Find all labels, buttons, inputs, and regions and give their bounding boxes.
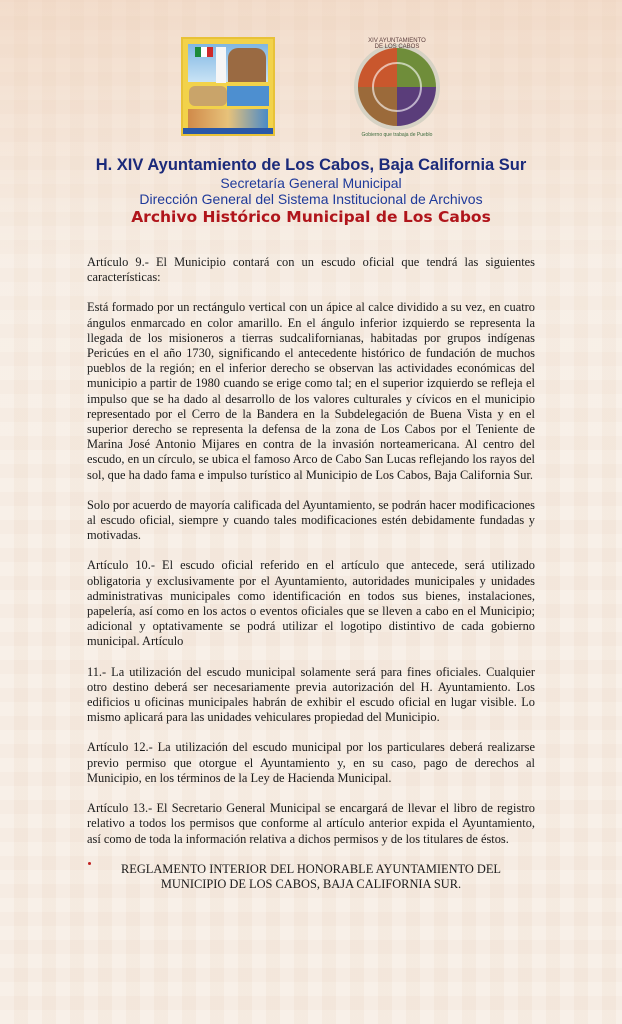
mexico-flag-icon: [195, 47, 213, 57]
letterhead: [0, 155, 622, 227]
red-dot-mark: [88, 862, 91, 865]
seal-caption: XIV AYUNTAMIENTO DE LOS CABOS: [368, 38, 426, 50]
paragraph-article-10: Artículo 10.- El escudo oficial referido en el artículo que antecede, será utilizado obligatoria y exclusivamente por el Ayuntamiento, autoridades municipales y unidades administrativas municipales como identificación en todos sus bienes, instalaciones, papelería, así como en los actos o eventos oficiales que se lleven a cabo en el Municipio; adicional y optativamente se podrá utilizar el logotipo distintivo de cada gobierno municipal. Artículo: [87, 558, 535, 649]
ayuntamiento-seal-logo: [354, 38, 440, 138]
sea-panel: [227, 86, 269, 106]
letterhead-line-2: Secretaría General Municipal: [220, 175, 402, 191]
seal-footer: Gobierno que trabaja de Pueblo: [361, 132, 433, 138]
closing-reference: REGLAMENTO INTERIOR DEL HONORABLE AYUNTAMIENTO DEL MUNICIPIO DE LOS CABOS, BAJA CALIFORNIA SUR.: [121, 861, 501, 891]
letterhead-line-4: Archivo Histórico Municipal de Los Cabos: [131, 208, 491, 226]
paragraph-article-13: Artículo 13.- El Secretario General Municipal se encargará de llevar el libro de registro relativo a todos los permisos que conforme al artículo anterior expida el Ayuntamiento, así como de toda la información relativa a dichos permisos y de los titulares de éstos.: [87, 801, 535, 846]
paragraph-article-12: Artículo 12.- La utilización del escudo municipal por los particulares deberá realizarse previo permiso que otorgue el Ayuntamiento y, en su caso, pago de derechos al Municipio, en los términos de la Ley de Hacienda Municipal.: [87, 740, 535, 785]
document-body: [87, 255, 535, 907]
paragraph-modifications: Solo por acuerdo de mayoría calificada del Ayuntamiento, se podrán hacer modificaciones al escudo oficial, siempre y cuando tales modificaciones estén debidamente fundadas y motivadas.: [87, 497, 535, 543]
arch-panel: [189, 86, 227, 106]
portrait-panel: [228, 48, 266, 82]
paragraph-article-9: Artículo 9.- El Municipio contará con un escudo oficial que tendrá las siguientes características:: [87, 255, 535, 285]
letterhead-line-3: Dirección General del Sistema Institucional de Archivos: [139, 191, 483, 207]
paragraph-article-11: 11.- La utilización del escudo municipal solamente será para fines oficiales. Cualquier otro destino deberá ser necesariamente previa autorización del H. Ayuntamiento. Los edificios u oficinas municipales habrán de exhibir el escudo oficial en lugar visible. Lo mismo aplicará para las unidades vehiculares propiedad del Municipio.: [87, 664, 535, 725]
paragraph-escudo-description: Está formado por un rectángulo vertical con un ápice al calce dividido a su vez, en cuatro ángulos enmarcado en color amarillo. En el ángulo inferior izquierdo se representa la llegada de los misioneros a tierras sudcalifornianas, habitadas por grupos indígenas Pericúes en el año 1730, significando el antecedente histórico de fundación de muchos pueblos de la región; en el inferior derecho se observan las actividades económicas del municipio a partir de 1980 cuando se erige como tal; en el superior izquierdo se refleja el impulso que se ha dado al desarrollo de los valores culturales y cívicos en el municipio representado por el Cerro de la Bandera en la Subdelegación de Buena Vista y en el superior derecho se representa la defensa de la zona de Los Cabos por el Teniente de Marina José Antonio Mijares en contra de la invasión norteamericana. Al centro del escudo, en un círculo, se ubica el famoso Arco de Cabo San Lucas reflejando los rayos del sol, que ha dado fama e impulso turístico al Municipio de Los Cabos, Baja California Sur.: [87, 300, 535, 482]
lighthouse-icon: [216, 47, 226, 83]
coat-of-arms-logo: [181, 37, 275, 136]
economy-panel: [188, 109, 268, 129]
banner-strip: [183, 128, 273, 134]
letterhead-title: H. XIV Ayuntamiento de Los Cabos, Baja California Sur: [95, 156, 527, 174]
seal-inner-ring: [372, 62, 422, 112]
